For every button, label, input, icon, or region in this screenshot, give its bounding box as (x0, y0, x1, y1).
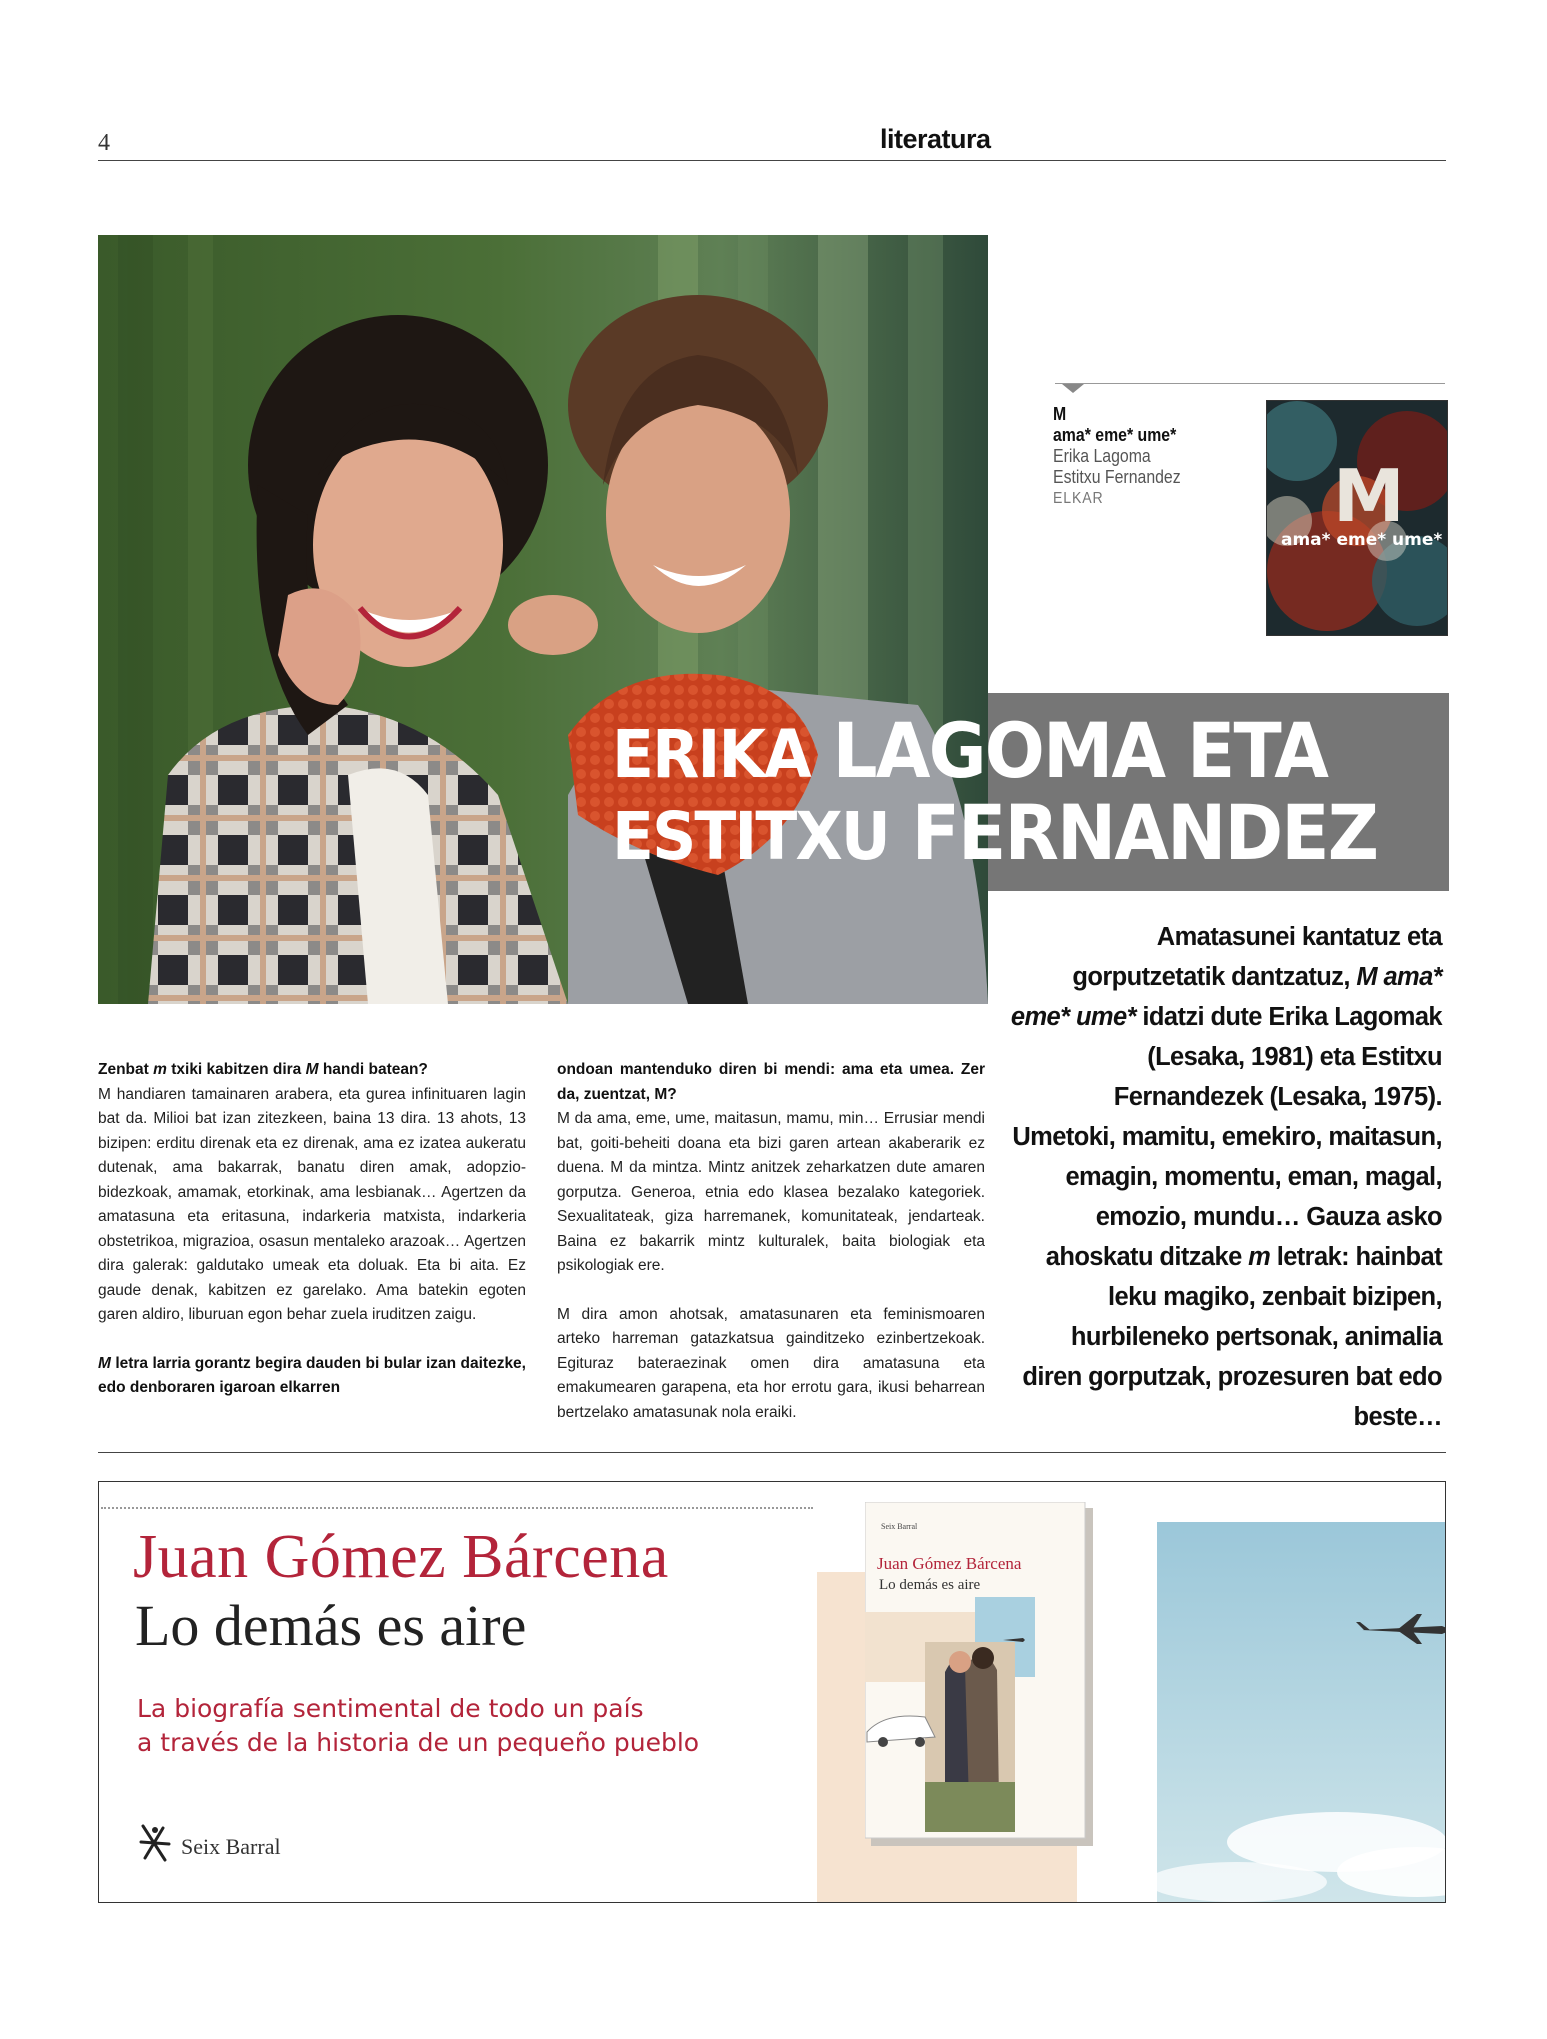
article-column-1 (98, 1058, 526, 1401)
ad-book-author: Juan Gómez Bárcena (877, 1554, 1022, 1573)
answer-2-continued: M dira amon ahotsak, amatasunaren eta feminismoaren arteko harreman gatazkatsua gainditzeko ezinbertzekoak. Egituraz bateraezinak omen dira amatasuna eta emakumearen garapena, eta hor errotu gara, ikusi beharrean bertzelako amatasunak nola eraiki. (557, 1305, 985, 1421)
cover-letter: M (1333, 454, 1405, 538)
book-title: M (1053, 404, 1067, 424)
publisher-logo-text: Seix Barral (181, 1834, 281, 1859)
book-info (1053, 404, 1220, 509)
page-number: 4 (98, 130, 110, 156)
authors-photo (98, 235, 988, 1004)
section-title: literatura (880, 124, 991, 154)
article-column-2 (557, 1058, 985, 1425)
ad-author: Juan Gómez Bárcena (133, 1523, 669, 1591)
ad-book-title: Lo demás es aire (879, 1577, 981, 1593)
seix-barral-logo-icon (135, 1822, 175, 1866)
book-publisher: ELKAR (1053, 490, 1104, 507)
ad-dotted-line (101, 1507, 813, 1509)
lead-paragraph: Amatasunei kantatuz eta gorputzetatik dantzatuz, M ama* eme* ume* idatzi dute Erika Lagomak (Lesaka, 1981) eta Estitxu Fernandezek (Lesaka, 1975). Umetoki, mamitu, emekiro, maitasun, emagin, momentu, eman, magal, emozio, mundu… Gauza asko ahoskatu ditzake m letrak: hainbat leku magiko, zenbait bizipen, hurbileneko pertsonak, animalia diren gorputzak, prozesuren bat edo beste… (1010, 923, 1442, 1431)
book-cover (1266, 400, 1448, 636)
header-divider (98, 160, 1446, 161)
answer-2: M da ama, eme, ume, maitasun, mamu, min… Errusiar mendi bat, goiti-beheiti doana eta bizi garen artean akaberarik ez duena. M da mintza. Mintz anitzek zeharkatzen dute amaren gorputza. Generoa, etnia edo klasea bezalako kategoriek. Sexualitateak, giza harremanek, komunitateak, jendarteak. Baina ez bakarrik mintz kulturalek, baita biologiak eta psikologiak ere. (557, 1110, 985, 1274)
book-author-1: Erika Lagoma (1053, 446, 1151, 466)
section-divider (98, 1452, 1446, 1453)
book-subtitle: ama* eme* ume* (1053, 425, 1177, 445)
pointer-arrow-icon (1062, 384, 1084, 393)
book-advertisement[interactable] (98, 1481, 1446, 1903)
book-author-2: Estitxu Fernandez (1053, 467, 1181, 487)
headline-surname-2: FERNANDEZ (911, 788, 1378, 877)
headline-first-name-1: ERIKA (612, 716, 810, 793)
headline-surname-1: LAGOMA ETA (832, 706, 1328, 795)
question-2-part-2: ondoan mantenduko diren bi mendi: ama eta umea. Zer da, zuentzat, M? (557, 1061, 985, 1103)
cover-subtitle: ama* eme* ume* (1281, 530, 1443, 550)
ad-title: Lo demás es aire (135, 1593, 527, 1658)
question-2-part-1: M letra larria gorantz begira dauden bi bular izan daitezke, edo denboraren igaroan elkarren (98, 1354, 526, 1396)
answer-1: M handiaren tamainaren arabera, eta gurea infinituaren lagin bat da. Milioi bat izan zitezkeen, baina 13 dira. 13 ahots, 13 bizipen: erditu direnak eta ez direnak, ama ez izatea aukeratu dutenak, ama bakarrak, banatu diren amak, adopzio-bidezkoak, amamak, etorkinak, ama lesbianak… Agertzen da amatasuna eta eritasuna, indarkeria matxista, indarkeria obstetrikoa, migrazioa, osasun mentaleko arazoak… Agertzen dira galerak: galdutako umeak eta doluak. Eta bi aita. Ez gaude denak, kabitzen ez garelako. Ama batekin egoten garen aldiro, liburuan egon behar zuela iruditzen zaigu. (98, 1085, 526, 1323)
headline-first-name-2: ESTITXU (612, 798, 889, 875)
headline (612, 706, 1403, 877)
ad-tagline: La biografía sentimental de todo un país a través de la historia de un pequeño pueblo (137, 1694, 700, 1757)
question-1: Zenbat m txiki kabitzen dira M handi batean? (98, 1061, 428, 1078)
book-info-divider (1055, 383, 1445, 384)
ad-book-publisher: Seix Barral (881, 1522, 918, 1531)
